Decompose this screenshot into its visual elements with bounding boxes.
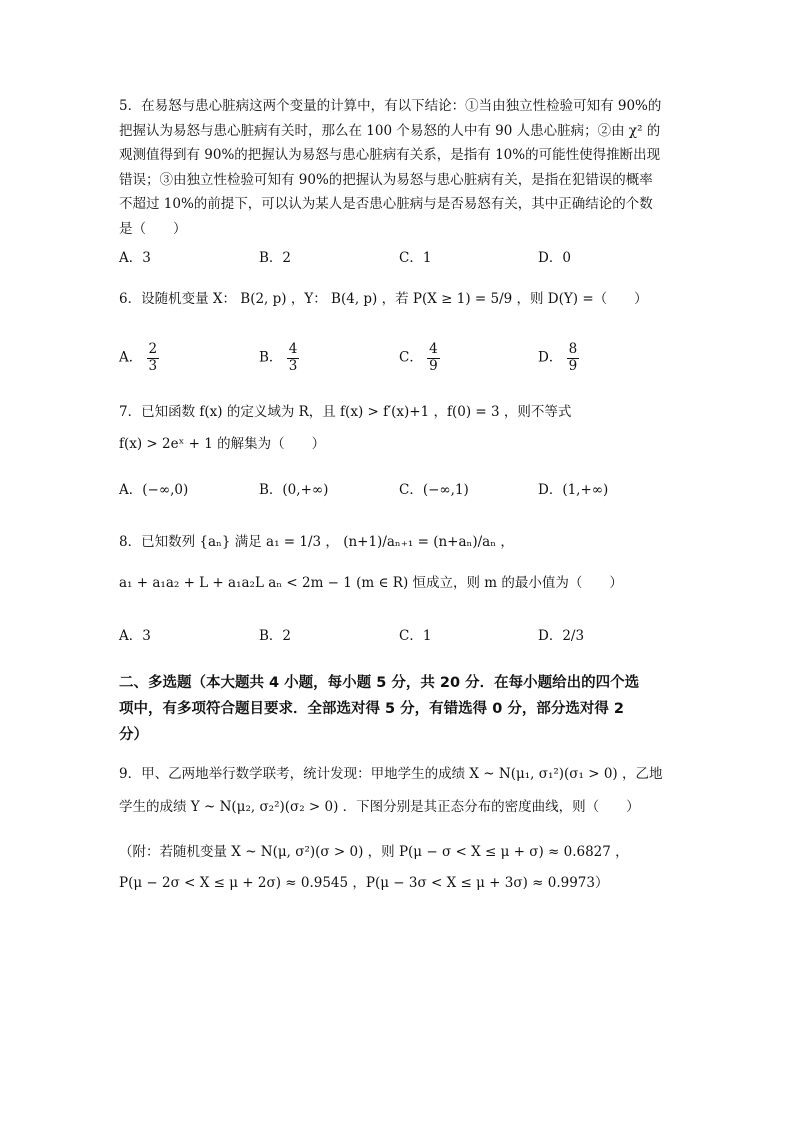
q6-option-a: A． $\frac{2}{3}$	[119, 341, 158, 374]
q5-line: 是（ ）	[119, 220, 187, 237]
q7-option-b: B．(0,+∞)	[259, 482, 329, 498]
q6-option-c: C． $\frac{4}{9}$	[399, 341, 438, 374]
q9-note-2: P(μ − 2σ < X ≤ μ + 2σ) ≈ 0.9545 ，P(μ − 3σ < X ≤ μ + 3σ) ≈ 0.9973）	[119, 875, 609, 891]
q5-line: 不超过 10%的前提下，可以认为某人是否患心脏病与是否易怒有关，其中正确结论的个数	[119, 196, 653, 212]
q7-option-a: A．(−∞,0)	[119, 482, 189, 498]
q7-option-c: C．(−∞,1)	[399, 482, 469, 498]
q5-line: 观测值得到有 90%的把握认为易怒与患心脏病有关系，是指有 10%的可能性使得推断出现	[119, 147, 661, 163]
q6-option-d: D． $\frac{8}{9}$	[538, 341, 578, 374]
q5-option-c: C．1	[399, 250, 432, 266]
q7-line-1: 7．已知函数 f(x) 的定义域为 R，且 f(x) > f′(x)+1 ，f(0) = 3 ，则不等式	[119, 404, 572, 420]
q5-option-b: B．2	[259, 250, 292, 266]
q8-line-2: a₁ + a₁a₂ + L + a₁a₂L aₙ < 2m − 1 (m ∈ R) 恒成立，则 m 的最小值为（ ）	[119, 575, 623, 591]
q8-option-a: A．3	[119, 628, 151, 644]
q9-line-2: 学生的成绩 Y ~ N(μ₂, σ₂²)(σ₂ > 0) ．下图分别是其正态分布的密度曲线，则（ ）	[119, 799, 640, 815]
section-2-line: 项中，有多项符合题目要求．全部选对得 5 分，有错选得 0 分，部分选对得 2	[119, 701, 625, 717]
q8-option-c: C．1	[399, 628, 432, 644]
q8-line-1: 8．已知数列 {aₙ} 满足 a₁ = 1/3 ， (n+1)/aₙ₊₁ = (n+aₙ)/aₙ ，	[119, 534, 514, 550]
q9-note-1: （附：若随机变量 X ~ N(μ, σ²)(σ > 0) ，则 P(μ − σ < X ≤ μ + σ) ≈ 0.6827 ，	[119, 844, 629, 860]
q7-line-2: f(x) > 2eˣ + 1 的解集为（ ）	[119, 436, 326, 452]
section-2-heading	[119, 670, 689, 748]
question-6	[119, 287, 648, 307]
q6-option-b: B． $\frac{4}{3}$	[259, 341, 298, 374]
section-2-line: 二、多选题（本大题共 4 小题，每小题 5 分，共 20 分．在每小题给出的四个选	[119, 675, 640, 691]
q9-line-1: 9．甲、乙两地举行数学联考，统计发现：甲地学生的成绩 X ~ N(μ₁, σ₁²)(σ₁ > 0) ，乙地	[119, 766, 663, 782]
q5-option-a: A．3	[119, 250, 151, 266]
q6-text: 6．设随机变量 X： B(2, p) ，Y： B(4, p) ，若 P(X ≥ 1) = 5/9 ，则 D(Y) =（ ）	[119, 291, 648, 307]
q5-line: 错误；③由独立性检验可知有 90%的把握认为易怒与患心脏病有关，是指在犯错误的概率	[119, 171, 653, 188]
q5-line: 把握认为易怒与患心脏病有关时，那么在 100 个易怒的人中有 90 人患心脏病；②由 χ² 的	[119, 122, 661, 139]
q5-line: 5．在易怒与患心脏病这两个变量的计算中，有以下结论：①当由独立性检验可知有 90%的	[119, 98, 662, 114]
q8-option-d: D．2/3	[538, 628, 585, 644]
q7-option-d: D．(1,+∞)	[538, 482, 609, 498]
q8-option-b: B．2	[259, 628, 292, 644]
section-2-line: 分）	[119, 727, 148, 743]
q5-option-d: D．0	[538, 250, 571, 266]
question-5	[119, 94, 679, 241]
